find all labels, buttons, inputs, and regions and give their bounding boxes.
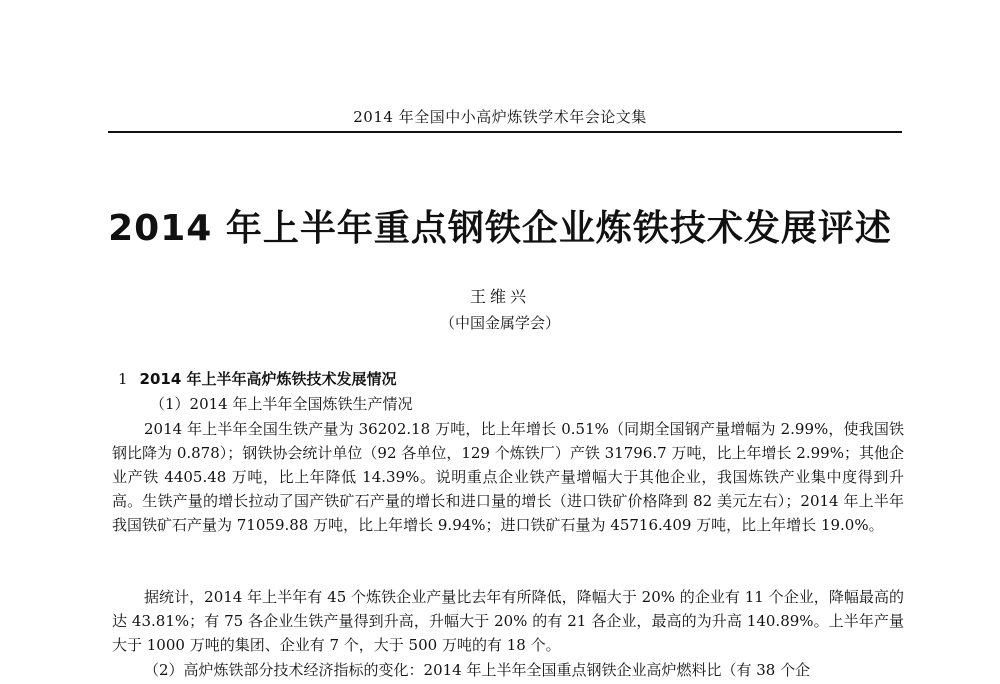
subsection-heading: （1）2014 年上半年全国炼铁生产情况	[150, 395, 413, 413]
section-heading	[118, 368, 397, 389]
header-rule	[108, 131, 902, 133]
running-head: 2014 年全国中小高炉炼铁学术年会论文集	[353, 108, 647, 126]
section-number: 1	[118, 370, 128, 388]
author-affiliation: （中国金属学会）	[439, 314, 560, 332]
body-paragraph: 2014 年上半年全国生铁产量为 36202.18 万吨，比上年增长 0.51%（同期全国钢产量增幅为 2.99%，使我国铁钢比降为 0.878）；钢铁协会统计单位（92 各单位，129 个炼铁厂）产铁 31796.7 万吨，比上年增长 2.99%；其他企业产铁 4405.48 万吨，比上年降低 14.39%。说明重点企业铁产量增幅大于其他企业，我国炼铁产业集中度得到升高。生铁产量的增长拉动了国产铁矿石产量的增长和进口量的增长（进口铁矿价格降到 82 美元左右）；2014 年上半年我国铁矿石产量为 71059.88 万吨，比上年增长 9.94%；进口铁矿石量为 45716.409 万吨，比上年增长 19.0%。	[112, 420, 904, 534]
author-name: 王维兴	[469, 287, 530, 306]
body-paragraph: （2）高炉炼铁部分技术经济指标的变化：2014 年上半年全国重点钢铁企业高炉燃料比（有 38 个企	[144, 661, 811, 679]
paper-title: 2014 年上半年重点钢铁企业炼铁技术发展评述	[108, 208, 892, 249]
body-paragraph: 据统计，2014 年上半年有 45 个炼铁企业产量比去年有所降低，降幅大于 20% 的企业有 11 个企业，降幅最高的达 43.81%；有 75 各企业生铁产量得到升高，升幅大于 20% 的有 21 各企业，最高的为升高 140.89%。上半年产量大于 1000 万吨的集团、企业有 7 个，大于 500 万吨的有 18 个。	[112, 588, 904, 654]
section-title: 2014 年上半年高炉炼铁技术发展情况	[139, 370, 397, 388]
